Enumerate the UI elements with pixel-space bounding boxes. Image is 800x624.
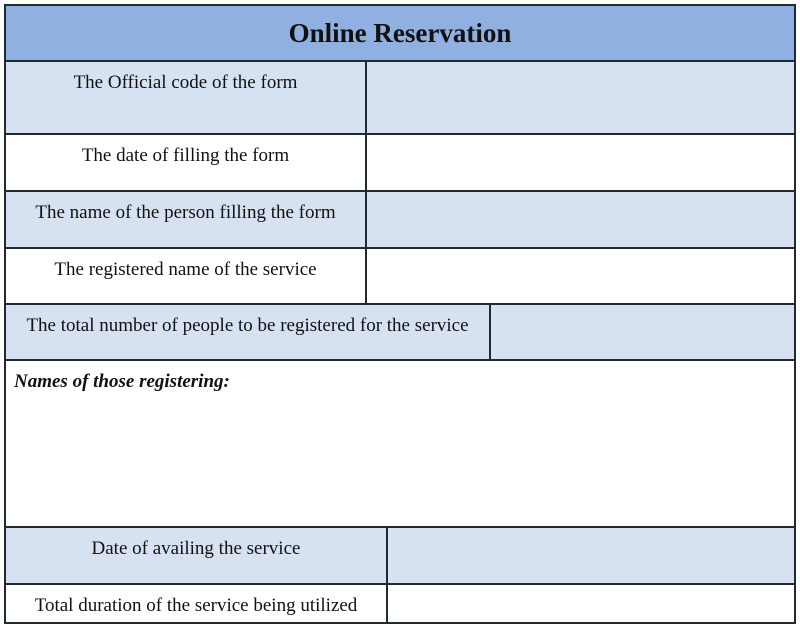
reservation-form bbox=[4, 4, 796, 624]
availing-date-row bbox=[6, 528, 794, 585]
total-duration-row bbox=[6, 585, 794, 624]
total-people-field[interactable] bbox=[491, 305, 794, 359]
availing-date-field[interactable] bbox=[388, 528, 794, 583]
names-section-label: Names of those registering: bbox=[14, 371, 230, 392]
filling-date-field[interactable] bbox=[367, 135, 794, 190]
total-duration-label: Total duration of the service being utilized bbox=[6, 585, 388, 624]
official-code-field[interactable] bbox=[367, 62, 794, 133]
total-people-row bbox=[6, 305, 794, 361]
filling-date-label: The date of filling the form bbox=[6, 135, 367, 190]
availing-date-label: Date of availing the service bbox=[6, 528, 388, 583]
official-code-row bbox=[6, 62, 794, 135]
service-name-label: The registered name of the service bbox=[6, 249, 367, 303]
total-duration-field[interactable] bbox=[388, 585, 794, 624]
filler-name-row bbox=[6, 192, 794, 249]
total-people-label: The total number of people to be registered for the service bbox=[6, 305, 491, 359]
filler-name-label: The name of the person filling the form bbox=[6, 192, 367, 247]
names-field[interactable] bbox=[6, 393, 794, 513]
names-section bbox=[6, 361, 794, 528]
filler-name-field[interactable] bbox=[367, 192, 794, 247]
form-title: Online Reservation bbox=[6, 6, 794, 62]
service-name-field[interactable] bbox=[367, 249, 794, 303]
service-name-row bbox=[6, 249, 794, 305]
official-code-label: The Official code of the form bbox=[6, 62, 367, 133]
filling-date-row bbox=[6, 135, 794, 192]
